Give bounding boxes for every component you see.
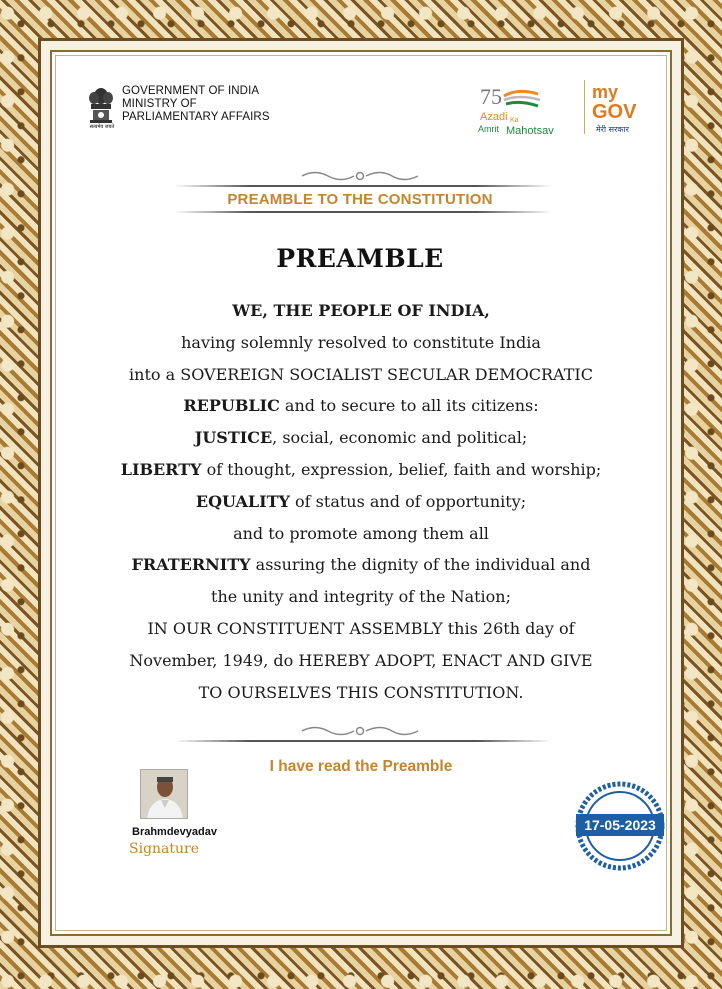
gov-line-2: MINISTRY OF bbox=[122, 98, 197, 110]
azadi-word: Azadi bbox=[480, 111, 508, 123]
rule-top-2 bbox=[174, 211, 552, 213]
flourish-ornament-bottom bbox=[300, 723, 420, 737]
preamble-line: the unity and integrity of the Nation; bbox=[211, 587, 511, 607]
azadi-ka-amrit-mahotsav-logo bbox=[478, 82, 578, 138]
preamble-text bbox=[70, 295, 652, 708]
logo-divider bbox=[584, 80, 585, 134]
mygov-my: my bbox=[592, 82, 619, 102]
rule-bottom bbox=[174, 740, 552, 742]
read-confirmation: I have read the Preamble bbox=[269, 758, 453, 775]
preamble-line-rest: and to secure to all its citizens: bbox=[279, 396, 539, 416]
mahotsav-word: Mahotsav bbox=[506, 125, 554, 137]
emphasis-fraternity: FRATERNITY bbox=[131, 555, 251, 575]
section-title: PREAMBLE TO THE CONSTITUTION bbox=[227, 191, 493, 208]
preamble-line: and to promote among them all bbox=[233, 523, 489, 543]
preamble-line bbox=[70, 390, 652, 422]
amrit-word: Amrit bbox=[478, 124, 499, 134]
preamble-line: WE, THE PEOPLE OF INDIA, bbox=[232, 301, 490, 320]
emphasis-justice: JUSTICE bbox=[194, 428, 273, 448]
signature-label: Signature bbox=[129, 841, 200, 857]
emphasis-republic: REPUBLIC bbox=[183, 396, 280, 416]
preamble-line-rest: , social, economic and political; bbox=[272, 428, 528, 448]
stamp-date: 17-05-2023 bbox=[584, 817, 656, 833]
date-stamp bbox=[574, 780, 666, 872]
preamble-line: TO OURSELVES THIS CONSTITUTION. bbox=[198, 682, 524, 702]
mygov-logo bbox=[590, 80, 660, 136]
preamble-line bbox=[70, 549, 652, 581]
preamble-line bbox=[70, 454, 652, 486]
emphasis-liberty: LIBERTY bbox=[120, 459, 202, 479]
rule-top-1 bbox=[174, 185, 552, 187]
gov-line-3: PARLIAMENTARY AFFAIRS bbox=[122, 111, 270, 123]
emphasis-equality: EQUALITY bbox=[195, 491, 290, 511]
preamble-line-rest: assuring the dignity of the individual and bbox=[250, 555, 591, 575]
signer-photo bbox=[140, 769, 188, 819]
flourish-ornament-top bbox=[300, 168, 420, 182]
mygov-gov: GOV bbox=[592, 101, 637, 123]
preamble-line: IN OUR CONSTITUENT ASSEMBLY this 26th day of bbox=[147, 618, 575, 638]
preamble-line bbox=[70, 422, 652, 454]
preamble-line-rest: of thought, expression, belief, faith and worship; bbox=[201, 459, 602, 479]
national-emblem-icon bbox=[86, 84, 116, 132]
preamble-line: November, 1949, do HEREBY ADOPT, ENACT AND GIVE bbox=[129, 650, 593, 670]
ka-word: Ka bbox=[510, 117, 519, 124]
preamble-line-rest: of status and of opportunity; bbox=[289, 491, 527, 511]
gov-line-1: GOVERNMENT OF INDIA bbox=[122, 85, 260, 97]
page-title: PREAMBLE bbox=[276, 244, 444, 273]
preamble-line: having solemnly resolved to constitute India bbox=[181, 332, 541, 352]
emblem-motto: सत्यमेव जयते bbox=[89, 124, 115, 130]
signer-name: Brahmdevyadav bbox=[132, 826, 217, 838]
preamble-line bbox=[70, 486, 652, 518]
azadi-number: 75 bbox=[480, 84, 502, 109]
mygov-tagline: मेरी सरकार bbox=[596, 125, 629, 134]
ministry-name bbox=[122, 85, 270, 124]
preamble-line: into a SOVEREIGN SOCIALIST SECULAR DEMOCRATIC bbox=[129, 364, 593, 384]
